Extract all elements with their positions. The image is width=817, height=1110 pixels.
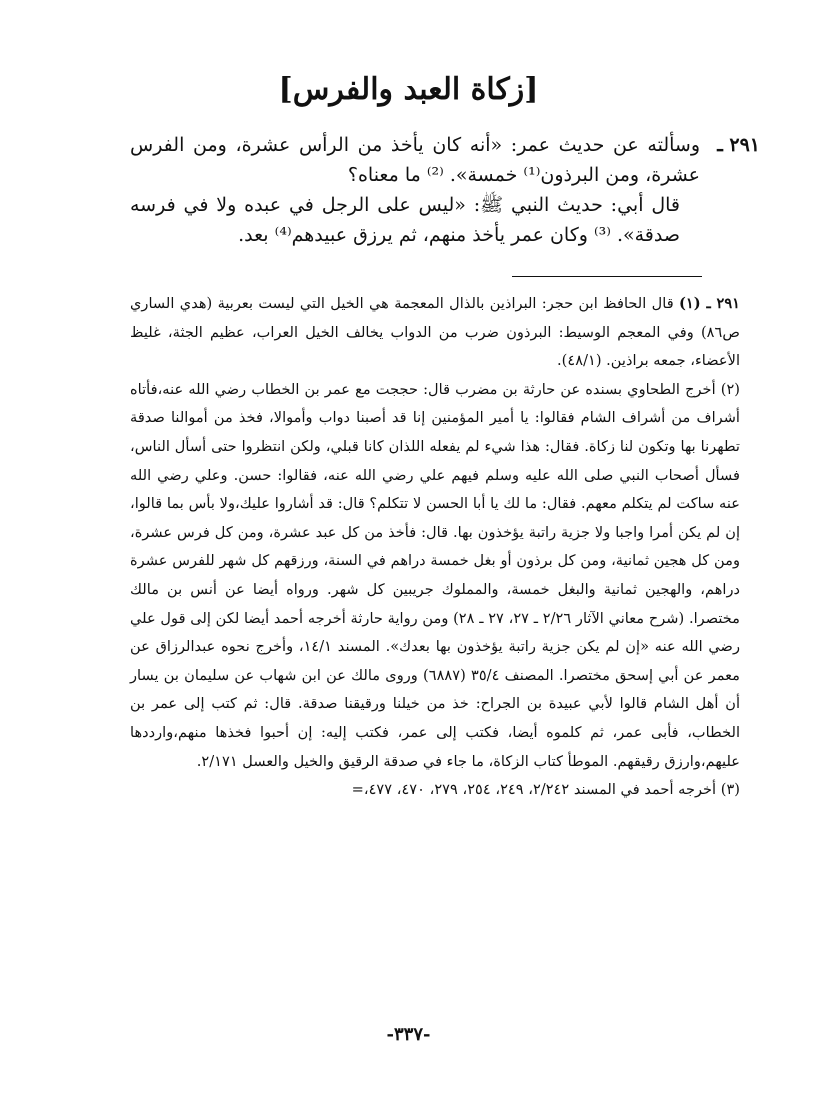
footnote-1-text: قال الحافظ ابن حجر: البراذين بالذال المعجمة هي الخيل التي ليست بعربية (هدي الساري ص٨٦) وفي المعجم الوسيط: البرذون ضرب من الدواب يخالف الخيل العراب، عظيم الجثة، غليظ الأعضاء، جمعه براذين. (٤٨/١). [130, 295, 740, 370]
entry-question: وسألته عن حديث عمر: «أنه كان يأخذ من الرأس عشرة، ومن الفرس عشرة، ومن البرذون⁽¹⁾ خمسة». ⁽²⁾ ما معناه؟ [130, 134, 700, 186]
footnote-1-marker: ٢٩١ ـ (١) [679, 295, 741, 312]
footnotes [130, 290, 740, 805]
footnote-separator [512, 276, 702, 277]
footnote-2: (٢) أخرج الطحاوي بسنده عن حارثة بن مضرب قال: حججت مع عمر بن الخطاب رضي الله عنه،فأتاه أشراف من أشراف الشام فقالوا: يا أمير المؤمنين إنا قد أصبنا دواب وأموالا، فخذ من أموالنا صدقة تطهرنا بها وتكون لنا زكاة. فقال: هذا شيء لم يفعله اللذان كانا قبلي، ولكن انتظروا حتى أسأل الناس، فسأل أصحاب النبي صلى الله عليه وسلم فيهم علي رضي الله عنه، فقالوا: حسن. وعلي رضي الله عنه ساكت لم يتكلم معهم. فقال: ما لك يا أبا الحسن لا تتكلم؟ قال: قد أشاروا عليك،ولا بأس بما قالوا، إن لم يكن أمرا واجبا ولا جزية راتبة يؤخذون بها. قال: فأخذ من كل عبد عشرة، ومن كل فرس عشرة، ومن كل هجين ثمانية، ومن كل برذون أو بغل خمسة دراهم في السنة، ورزقهم كل شهر للفرس عشرة دراهم، والهجين ثمانية والبغل خمسة، والمملوك جريبين كل شهر. ورواه أيضا عن أنس بن مالك مختصرا. (شرح معاني الآثار ٢/٢٦ ـ ٢٧، ٢٧ ـ ٢٨) ومن رواية حارثة أخرجه أحمد أيضا لكن إلى قول علي رضي الله عنه «إن لم يكن جزية راتبة يؤخذون بها بعدك». المسند ١٤/١، وأخرج نحوه عبدالرزاق عن معمر عن أبي إسحق مختصرا. المصنف ٣٥/٤ (٦٨٨٧) وروى مالك عن ابن شهاب عن سليمان بن يسار أن أهل الشام قالوا لأبي عبيدة بن الجراح: خذ من خيلنا ورقيقنا صدقة. قال: ثم كتب إلى عمر بن الخطاب، فأبى عمر، ثم كلموه أيضا، فكتب إلى عمر، فكتب إليه: إن أحبوا فخذها منهم،وارددها عليهم،وارزق رقيقهم. الموطأ كتاب الزكاة، ما جاء في صدقة الرقيق والخيل والعسل ٢/١٧١. [130, 380, 740, 770]
entry-answer: قال أبي: حديث النبي ﷺ: «ليس على الرجل في عبده ولا في فرسه صدقة». ⁽³⁾ وكان عمر يأخذ منهم، ثم يرزق عبيدهم⁽⁴⁾ بعد. [130, 194, 680, 246]
chapter-title: [زكاة العبد والفرس] [278, 72, 539, 107]
main-entry [130, 130, 760, 250]
page-number: -٣٣٧- [386, 1024, 431, 1045]
footnote-3: (٣) أخرجه أحمد في المسند ٢/٢٤٢، ٢٤٩، ٢٥٤، ٢٧٩، ٤٧٠، ٤٧٧،= [351, 781, 740, 799]
entry-number: ٢٩١ ـ [717, 134, 760, 156]
footnote-1 [130, 290, 740, 376]
